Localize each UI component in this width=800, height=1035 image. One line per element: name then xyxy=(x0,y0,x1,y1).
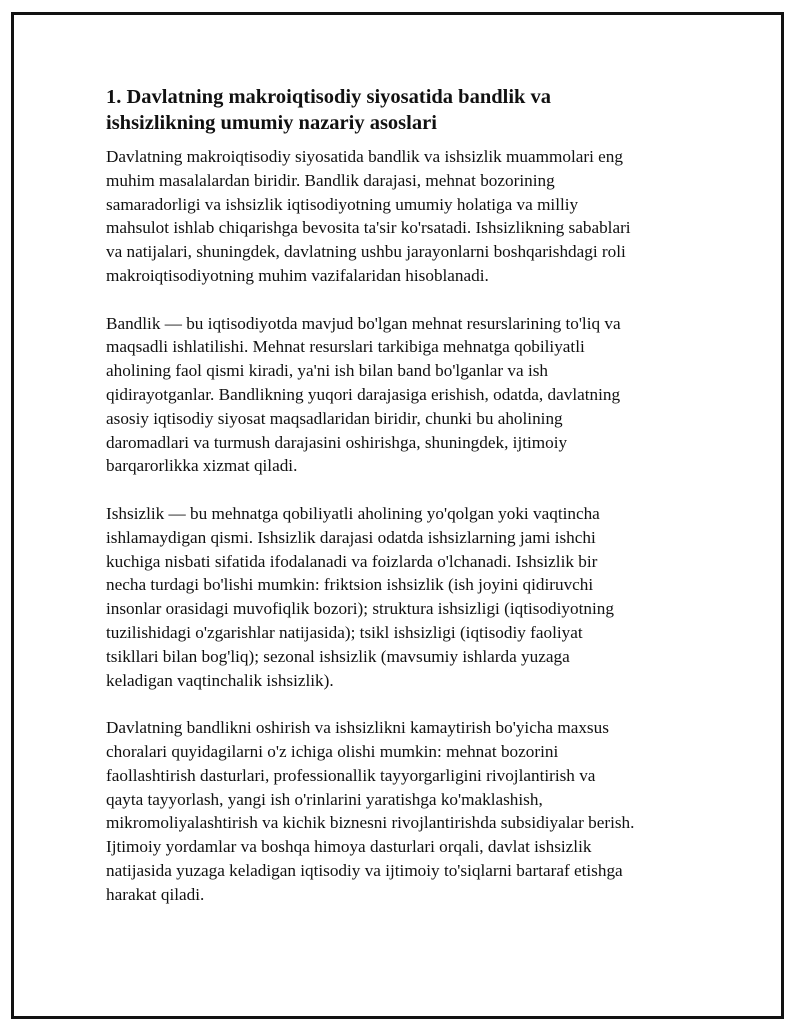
text-line: mikromoliyalashtirish va kichik biznesni rivojlantirishda subsidiyalar berish. xyxy=(106,813,635,833)
text-line: mahsulot ishlab chiqarishga bevosita ta'sir ko'rsatadi. Ishsizlikning sabablari xyxy=(106,218,631,238)
text-line: qayta tayyorlash, yangi ish o'rinlarini yaratishga ko'maklashish, xyxy=(106,789,543,809)
text-line: Ijtimoiy yordamlar va boshqa himoya dasturlari orqali, davlat ishsizlik xyxy=(106,837,592,857)
text-line: barqarorlikka xizmat qiladi. xyxy=(106,456,298,476)
text-line: tuzilishidagi o'zgarishlar natijasida); tsikl ishsizligi (iqtisodiy faoliyat xyxy=(106,622,583,642)
text-line: maqsadli ishlatilishi. Mehnat resurslari tarkibiga mehnatga qobiliyatli xyxy=(106,337,585,357)
text-line: ishlamaydigan qismi. Ishsizlik darajasi odatda ishsizlarning jami ishchi xyxy=(106,527,596,547)
paragraph-intro xyxy=(106,145,691,288)
heading-line: ishsizlikning umumiy nazariy asoslari xyxy=(106,112,437,134)
text-line: Ishsizlik — bu mehnatga qobiliyatli aholining yo'qolgan yoki vaqtincha xyxy=(106,503,600,523)
text-line: faollashtirish dasturlari, professionallik tayyorgarligini rivojlantirish va xyxy=(106,765,596,785)
text-line: Bandlik — bu iqtisodiyotda mavjud bo'lgan mehnat resurslarining to'liq va xyxy=(106,313,621,333)
paragraph-davlat-choralari xyxy=(106,716,691,906)
text-line: samaradorligi va ishsizlik iqtisodiyotning umumiy holatiga va milliy xyxy=(106,194,579,214)
text-line: necha turdagi bo'lishi mumkin: friktsion ishsizlik (ish joyini qidiruvchi xyxy=(106,575,594,595)
paragraph-ishsizlik xyxy=(106,502,691,692)
text-line: muhim masalalardan biridir. Bandlik darajasi, mehnat bozorining xyxy=(106,170,555,190)
text-line: va natijalari, shuningdek, davlatning ushbu jarayonlarni boshqarishdagi roli xyxy=(106,242,626,262)
text-line: makroiqtisodiyotning muhim vazifalaridan hisoblanadi. xyxy=(106,265,489,285)
text-line: keladigan vaqtinchalik ishsizlik). xyxy=(106,670,334,690)
text-line: aholining faol qismi kiradi, ya'ni ish bilan band bo'lganlar va ish xyxy=(106,361,549,381)
text-line: asosiy iqtisodiy siyosat maqsadlaridan biridir, chunki bu aholining xyxy=(106,408,563,428)
text-line: daromadlari va turmush darajasini oshirishga, shuningdek, ijtimoiy xyxy=(106,432,568,452)
document-body xyxy=(106,84,691,930)
paragraph-bandlik xyxy=(106,312,691,479)
text-line: Davlatning bandlikni oshirish va ishsizlikni kamaytirish bo'yicha maxsus xyxy=(106,718,609,738)
section-heading xyxy=(106,84,691,136)
heading-line: 1. Davlatning makroiqtisodiy siyosatida bandlik va xyxy=(106,86,552,108)
text-line: harakat qiladi. xyxy=(106,884,205,904)
text-line: qidirayotganlar. Bandlikning yuqori darajasiga erishish, odatda, davlatning xyxy=(106,384,621,404)
text-line: Davlatning makroiqtisodiy siyosatida bandlik va ishsizlik muammolari eng xyxy=(106,147,623,166)
text-line: choralari quyidagilarni o'z ichiga olishi mumkin: mehnat bozorini xyxy=(106,741,559,761)
text-line: kuchiga nisbati sifatida ifodalanadi va foizlarda o'lchanadi. Ishsizlik bir xyxy=(106,551,598,571)
text-line: insonlar orasidagi muvofiqlik bozori); struktura ishsizligi (iqtisodiyotning xyxy=(106,599,614,619)
text-line: natijasida yuzaga keladigan iqtisodiy va ijtimoiy to'siqlarni bartaraf etishga xyxy=(106,860,623,880)
text-line: tsikllari bilan bog'liq); sezonal ishsizlik (mavsumiy ishlarda yuzaga xyxy=(106,646,570,666)
